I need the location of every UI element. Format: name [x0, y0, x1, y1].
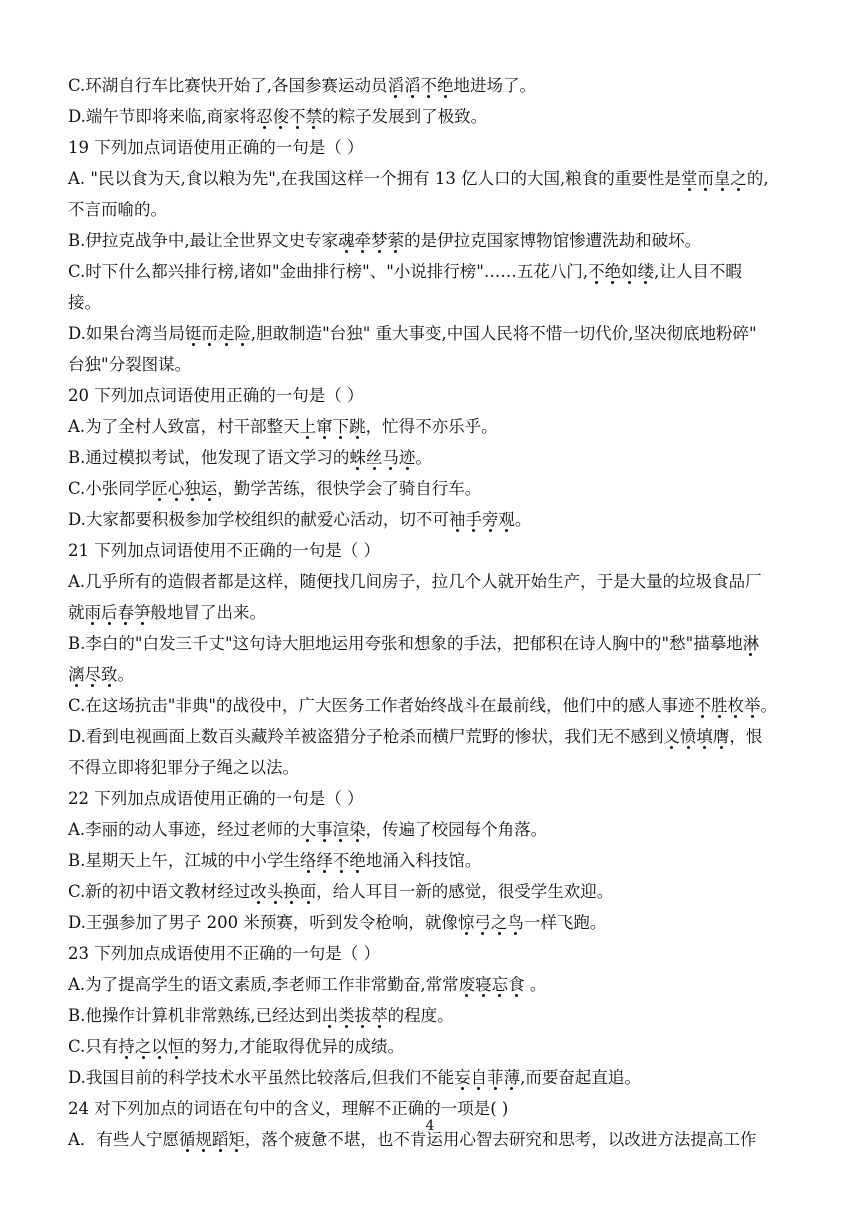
text-line: [68, 411, 794, 442]
text-line: [68, 318, 794, 349]
text-segment: D.看到电视画面上数百头藏羚羊被盗猎分子枪杀而横尸荒野的惨状，我们无不感到: [68, 727, 664, 746]
dotted-phrase: 不胜枚举: [694, 696, 761, 715]
text-line: [68, 287, 794, 318]
text-line: [68, 504, 794, 535]
text-line: [68, 1031, 794, 1062]
text-segment: 地进场了。: [453, 76, 537, 95]
dotted-phrase: 持之以恒: [118, 1037, 185, 1056]
text-line: [68, 163, 794, 194]
text-line: [68, 597, 794, 628]
text-line: [68, 194, 794, 225]
text-segment: ，落个疲惫不堪，也不肯运用心智去研究和思考，以改进方法提高工作: [244, 1130, 757, 1149]
dotted-phrase: 义愤填膺: [663, 727, 730, 746]
text-line: [68, 721, 794, 752]
text-segment: D.大家都要积极参加学校组织的献爱心活动，切不可: [68, 510, 449, 529]
text-line: [68, 969, 794, 1000]
text-line: [68, 349, 794, 380]
text-segment: 。: [514, 510, 532, 529]
text-line: [68, 876, 794, 907]
dotted-phrase: 妄自菲薄: [454, 1068, 521, 1087]
text-segment: 般地冒了出来。: [150, 603, 266, 622]
document-body: [68, 70, 794, 1155]
text-segment: D.我国目前的科学技术水平虽然比较落后,但我们不能: [68, 1068, 455, 1087]
text-segment: 23 下列加点成语使用不正确的一句是（ ）: [68, 944, 380, 963]
text-line: [68, 845, 794, 876]
text-segment: A.为了提高学生的语文素质,李老师工作非常勤奋,常常: [68, 975, 459, 994]
text-line: [68, 1062, 794, 1093]
text-segment: 就: [68, 603, 85, 622]
text-segment: C.时下什么都兴排行榜,诸如"金曲排行榜"、"小说排行榜"……五花八门,: [68, 262, 589, 281]
text-segment: D.如果台湾当局: [68, 324, 185, 343]
dotted-phrase: 漓尽致: [68, 665, 118, 684]
text-line: [68, 256, 794, 287]
text-segment: D.端午节即将来临,商家将: [68, 107, 257, 126]
text-line: [68, 938, 794, 969]
dotted-phrase: 不绝如缕: [588, 262, 655, 281]
text-segment: B.李白的"白发三千丈"这句诗大胆地运用夸张和想象的手法，把郁积在诗人胸中的"愁"描摹地: [68, 634, 743, 653]
text-segment: A．有些人宁愿: [68, 1130, 179, 1149]
text-segment: ，恨: [729, 727, 763, 746]
text-line: [68, 659, 794, 690]
text-segment: C.在这场抗击"非典"的战役中，广大医务工作者始终战斗在最前线，他们中的感人事迹: [68, 696, 695, 715]
text-segment: 地涌入科技馆。: [365, 851, 482, 870]
text-segment: C.小张同学: [68, 479, 152, 498]
text-segment: ,而要奋起直追。: [520, 1068, 641, 1087]
text-line: [68, 442, 794, 473]
text-line: [68, 1000, 794, 1031]
text-segment: 19 下列加点词语使用正确的一句是（ ）: [68, 138, 364, 157]
text-segment: 。: [117, 665, 134, 684]
dotted-phrase: 魂牵梦萦: [338, 231, 405, 250]
dotted-phrase: 堂而皇之: [680, 169, 747, 188]
text-segment: ，忙得不亦乐乎。: [365, 417, 498, 436]
text-line: [68, 814, 794, 845]
dotted-phrase: 络绎不绝: [299, 851, 366, 870]
text-segment: ，勤学苦练，很快学会了骑自行车。: [217, 479, 482, 498]
text-line: [68, 783, 794, 814]
dotted-phrase: 忍俊不禁: [256, 107, 323, 126]
text-segment: 不言而喻的。: [68, 200, 167, 219]
text-segment: 。: [524, 975, 547, 994]
dotted-phrase: 惊弓之鸟: [457, 913, 524, 932]
text-line: [68, 628, 794, 659]
dotted-phrase: 匠心独运: [151, 479, 218, 498]
text-segment: 的努力,才能取得优异的成绩。: [184, 1037, 405, 1056]
text-segment: B.星期天上午，江城的中小学生: [68, 851, 300, 870]
text-segment: 一样飞跑。: [523, 913, 607, 932]
dotted-phrase: 蛛丝马迹: [349, 448, 416, 467]
text-line: [68, 380, 794, 411]
dotted-phrase: 大事渲染: [299, 820, 366, 839]
dotted-phrase: 循规蹈矩: [178, 1130, 245, 1149]
text-line: [68, 690, 794, 721]
text-segment: B.他操作计算机非常熟练,已经达到: [68, 1006, 322, 1025]
text-segment: ，传遍了校园每个角落。: [365, 820, 548, 839]
text-segment: 。: [415, 448, 432, 467]
text-line: [68, 132, 794, 163]
text-segment: ,让人目不暇: [654, 262, 742, 281]
text-line: [68, 70, 794, 101]
text-line: [68, 752, 794, 783]
text-segment: 的,: [746, 169, 769, 188]
text-line: [68, 225, 794, 256]
text-segment: 20 下列加点词语使用正确的一句是（ ）: [68, 386, 364, 405]
text-segment: 21 下列加点词语使用不正确的一句是（ ）: [68, 541, 380, 560]
text-segment: ，给人耳目一新的感觉，很受学生欢迎。: [316, 882, 614, 901]
text-line: [68, 566, 794, 597]
text-line: [68, 473, 794, 504]
text-segment: C.环湖自行车比赛快开始了,各国参赛运动员: [68, 76, 388, 95]
dotted-phrase: 铤而走险: [184, 324, 251, 343]
text-line: [68, 101, 794, 132]
text-segment: ,胆敢制造"台独" 重大事变,中国人民将不惜一切代价,坚决彻底地粉碎": [250, 324, 757, 343]
text-segment: C.只有: [68, 1037, 119, 1056]
text-segment: A.几乎所有的造假者都是这样，随便找几间房子，拉几个人就开始生产，于是大量的垃圾食品厂: [68, 572, 762, 591]
text-segment: 。: [760, 696, 777, 715]
text-segment: A.李丽的动人事迹，经过老师的: [68, 820, 300, 839]
text-line: [68, 535, 794, 566]
text-segment: 的程度。: [387, 1006, 454, 1025]
text-segment: D.王强参加了男子 200 米预赛，听到发令枪响，就像: [68, 913, 458, 932]
dotted-phrase: 滔滔不绝: [387, 76, 454, 95]
text-segment: 不得立即将犯罪分子绳之以法。: [68, 758, 299, 777]
text-segment: 的是伊拉克国家博物馆惨遭洗劫和破坏。: [404, 231, 702, 250]
dotted-phrase: 改头换面: [250, 882, 317, 901]
text-segment: 24 对下列加点的词语在句中的含义，理解不正确的一项是( ): [68, 1099, 509, 1118]
dotted-phrase: 上窜下跳: [299, 417, 366, 436]
dotted-phrase: 袖手旁观: [448, 510, 515, 529]
dotted-phrase: 淋: [742, 634, 760, 653]
dotted-phrase: 废寝忘食: [458, 975, 525, 994]
text-segment: A.为了全村人致富，村干部整天: [68, 417, 300, 436]
text-segment: 接。: [68, 293, 101, 312]
dotted-phrase: 出类拔萃: [321, 1006, 388, 1025]
text-line: [68, 907, 794, 938]
text-segment: B.伊拉克战争中,最让全世界文史专家: [68, 231, 339, 250]
text-segment: B.通过模拟考试，他发现了语文学习的: [68, 448, 350, 467]
text-segment: 台独"分裂图谋。: [68, 355, 192, 374]
text-segment: C.新的初中语文教材经过: [68, 882, 251, 901]
text-segment: 的粽子发展到了极致。: [322, 107, 488, 126]
text-segment: A. "民以食为天,食以粮为先",在我国这样一个拥有 13 亿人口的大国,粮食的重要性是: [68, 169, 681, 188]
dotted-phrase: 雨后春笋: [84, 603, 151, 622]
page-number: 4: [425, 1118, 435, 1134]
text-segment: 22 下列加点成语使用正确的一句是（ ）: [68, 789, 364, 808]
